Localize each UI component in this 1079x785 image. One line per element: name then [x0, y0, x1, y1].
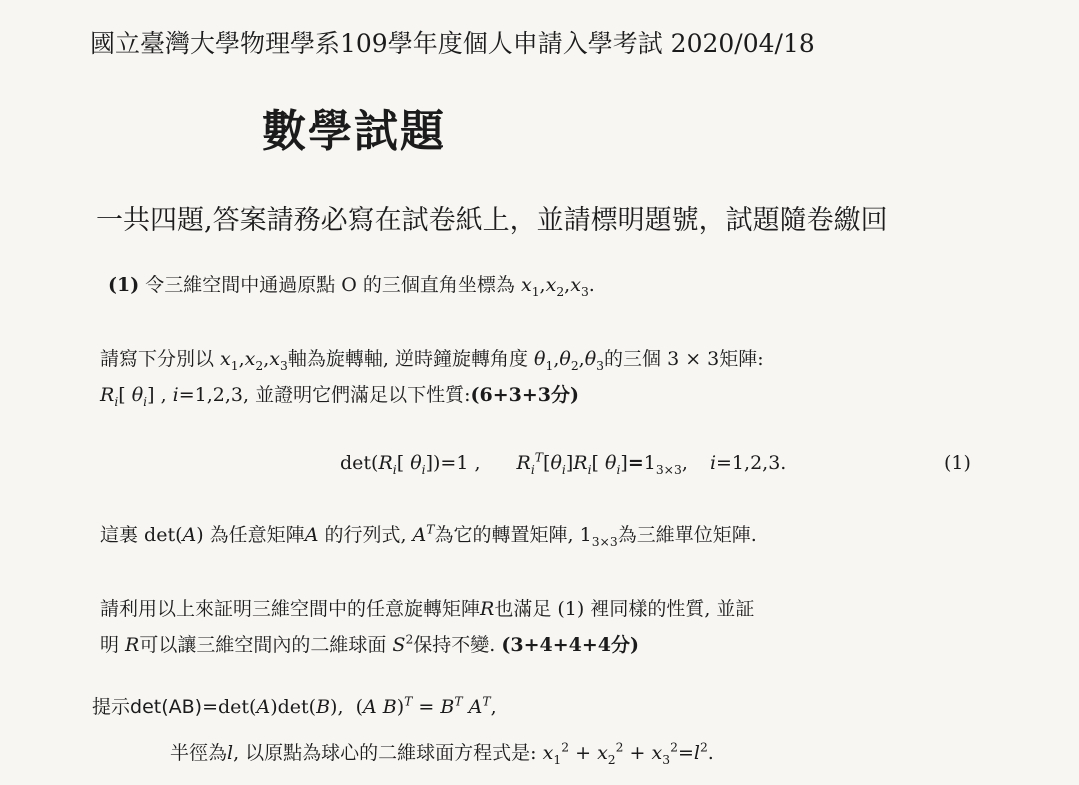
points-part2: (3+4+4+4分) — [501, 634, 640, 656]
exam-header: 國立臺灣大學物理學系109學年度個人申請入學考試 2020/04/18 — [90, 29, 815, 58]
equation-number: (1) — [944, 452, 971, 474]
problem1-intro-text: 令三維空間中通過原點 O 的三個直角坐標為 — [145, 274, 515, 296]
hint-line2: 半徑為l, 以原點為球心的二維球面方程式是: $x_1^2 + x_2^2 + x_3^2=l^2$. — [170, 740, 714, 767]
problem-number: (1) — [108, 274, 140, 296]
exam-instructions: 一共四題,答案請務必寫在試卷紙上，並請標明題號，試題隨卷繳回 — [96, 205, 888, 236]
exam-title: 數學試題 — [262, 106, 446, 157]
part2-line2: 明 R可以讓三維空間內的二維球面 $S^2$保持不變. (3+4+4+4分) — [100, 632, 640, 656]
problem1-intro: (1) 令三維空間中通過原點 O 的三個直角坐標為 $x_1,x_2,x_3$. — [108, 274, 595, 299]
part2-line1: 請利用以上來証明三維空間中的任意旋轉矩陣R也滿足 (1) 裡同樣的性質, 並証 — [100, 598, 755, 620]
definitions-line: 這裏 det(A) 為任意矩陣A 的行列式, $A^T$為它的轉置矩陣, $1_{3\times 3}$為三維單位矩陣. — [100, 522, 757, 549]
problem1-task-line1: 請寫下分別以 $x_1,x_2,x_3$軸為旋轉軸, 逆時鐘旋轉角度 $\theta_1,\theta_2,\theta_3$的三個 3 × 3矩陣: — [100, 348, 764, 373]
problem1-task-line2: $R_i$[ $\theta_i$] , i=1,2,3, 並證明它們滿足以下性質:(6+3+3分) — [100, 384, 579, 409]
points-part1: (6+3+3分) — [470, 384, 579, 406]
hint-line1: 提示det(AB)=det(A)det(B), (A $B)^T = B^T$ $A^T$, — [92, 694, 497, 718]
equation-1: $\det(R_i$[ $\theta_i])=1$ , $R_i^T[\theta_i]R_i$[ $\theta_i]=1_{3\times 3}$, i=1,2,3. — [340, 450, 787, 477]
